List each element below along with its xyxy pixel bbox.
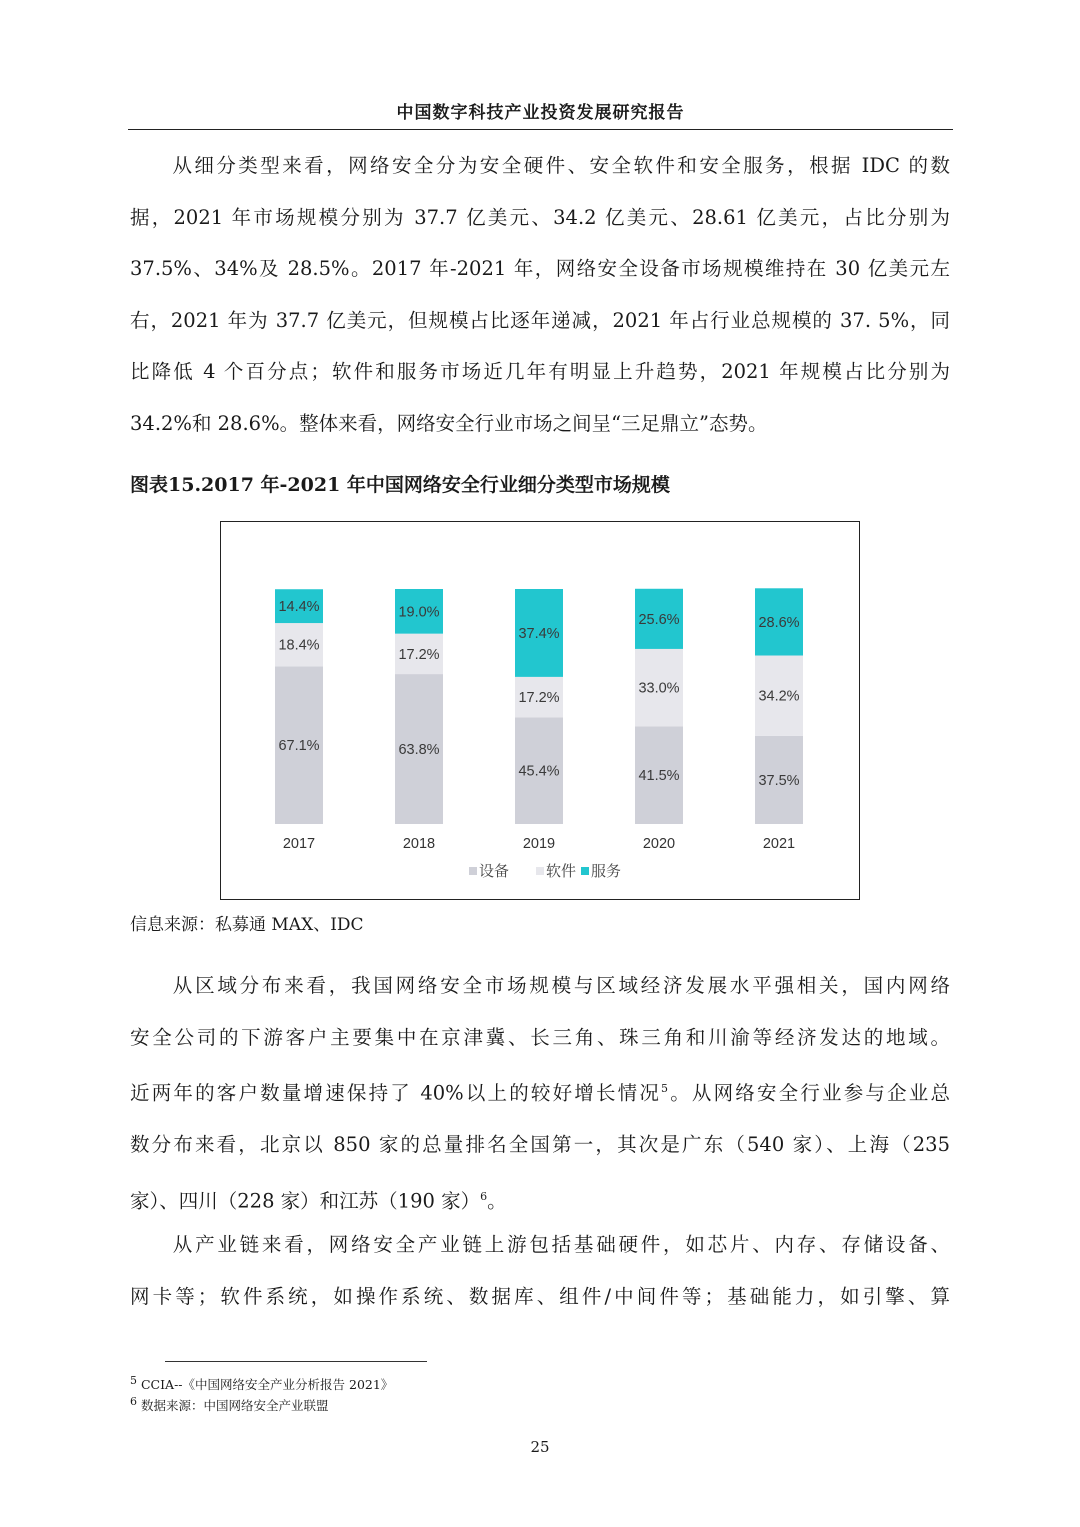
stacked-bar-chart xyxy=(220,521,860,900)
header-rule xyxy=(128,129,953,130)
data-label: 45.4% xyxy=(518,763,560,780)
figure-caption: 图表15.2017 年-2021 年中国网络安全行业细分类型市场规模 xyxy=(130,474,670,496)
footnote-mark: 6 xyxy=(130,1395,137,1408)
paragraph-regional xyxy=(130,960,950,1227)
data-label: 17.2% xyxy=(398,646,440,663)
legend-swatch-服务 xyxy=(581,867,589,875)
footnote-text: 数据来源：中国网络安全产业联盟 xyxy=(140,1398,329,1414)
legend-swatch-软件 xyxy=(536,867,544,875)
data-label: 63.8% xyxy=(398,742,440,759)
legend-swatch-设备 xyxy=(469,867,477,875)
footnote xyxy=(130,1395,329,1414)
text-line: 从区域分布来看，我国网络安全市场规模与区域经济发展水平强相关，国内网络 xyxy=(170,974,950,997)
data-label: 25.6% xyxy=(638,611,680,628)
data-label: 17.2% xyxy=(518,690,560,707)
text-line: 网卡等；软件系统，如操作系统、数据库、组件/中间件等；基础能力，如引擎、算 xyxy=(130,1284,950,1308)
x-tick-label: 2017 xyxy=(282,836,316,852)
data-label: 37.4% xyxy=(518,625,560,642)
x-tick-label: 2018 xyxy=(402,836,436,852)
text-line: 家）、四川（228 家）和江苏（190 家）$^6$。 xyxy=(130,1189,507,1212)
text-line: 近两年的客户数量增速保持了 40%以上的较好增长情况$^5$。从网络安全行业参与企业总 xyxy=(130,1081,950,1105)
text-line: 从产业链来看，网络安全产业链上游包括基础硬件，如芯片、内存、存储设备、 xyxy=(170,1233,950,1256)
x-tick-label: 2019 xyxy=(522,836,556,852)
paragraph-industry-chain xyxy=(130,1219,950,1322)
footnote-text: CCIA--《中国网络安全产业分析报告 2021》 xyxy=(140,1377,394,1393)
text-line: 从细分类型来看，网络安全分为安全硬件、安全软件和安全服务，根据 IDC 的数 xyxy=(170,154,950,177)
text-line: 安全公司的下游客户主要集中在京津冀、长三角、珠三角和川渝等经济发达的地域。 xyxy=(130,1025,950,1049)
chart-canvas xyxy=(221,522,859,899)
footnote xyxy=(130,1374,393,1393)
data-label: 37.5% xyxy=(758,772,800,789)
paragraph-segment-types xyxy=(130,140,950,449)
text-line: 34.2%和 28.6%。整体来看，网络安全行业市场之间呈“三足鼎立”态势。 xyxy=(130,411,768,435)
legend-label: 服务 xyxy=(591,863,622,880)
text-line: 比降低 4 个百分点；软件和服务市场近几年有明显上升趋势，2021 年规模占比分别为 xyxy=(130,360,950,383)
text-line: 右，2021 年为 37.7 亿美元，但规模占比逐年递减，2021 年占行业总规模的 37. 5%，同 xyxy=(130,308,950,332)
legend-label: 软件 xyxy=(546,863,577,880)
x-tick-label: 2021 xyxy=(762,836,796,852)
data-label: 19.0% xyxy=(398,604,440,621)
text-line: 37.5%、34%及 28.5%。2017 年-2021 年，网络安全设备市场规模维持在 30 亿美元左 xyxy=(130,257,950,280)
data-label: 14.4% xyxy=(278,599,320,616)
data-label: 67.1% xyxy=(278,738,320,755)
footnote-rule xyxy=(165,1361,427,1362)
x-tick-label: 2020 xyxy=(642,836,676,852)
footnote-ref[interactable]: 6 xyxy=(480,1189,488,1203)
data-label: 33.0% xyxy=(638,680,680,697)
data-label: 18.4% xyxy=(278,637,320,654)
legend-label: 设备 xyxy=(479,863,510,880)
running-header: 中国数字科技产业投资发展研究报告 xyxy=(396,103,685,123)
footnote-mark: 5 xyxy=(130,1374,137,1387)
footnote-ref[interactable]: 5 xyxy=(661,1082,669,1095)
data-label: 28.6% xyxy=(758,614,800,631)
page-number: 25 xyxy=(530,1438,550,1456)
data-label: 41.5% xyxy=(638,768,680,785)
source-note: 信息来源：私募通 MAX、IDC xyxy=(130,915,364,935)
text-line: 数分布来看，北京以 850 家的总量排名全国第一，其次是广东（540 家）、上海（235 xyxy=(130,1133,950,1156)
text-line: 据，2021 年市场规模分别为 37.7 亿美元、34.2 亿美元、28.61 亿美元，占比分别为 xyxy=(130,205,950,229)
data-label: 34.2% xyxy=(758,688,800,705)
